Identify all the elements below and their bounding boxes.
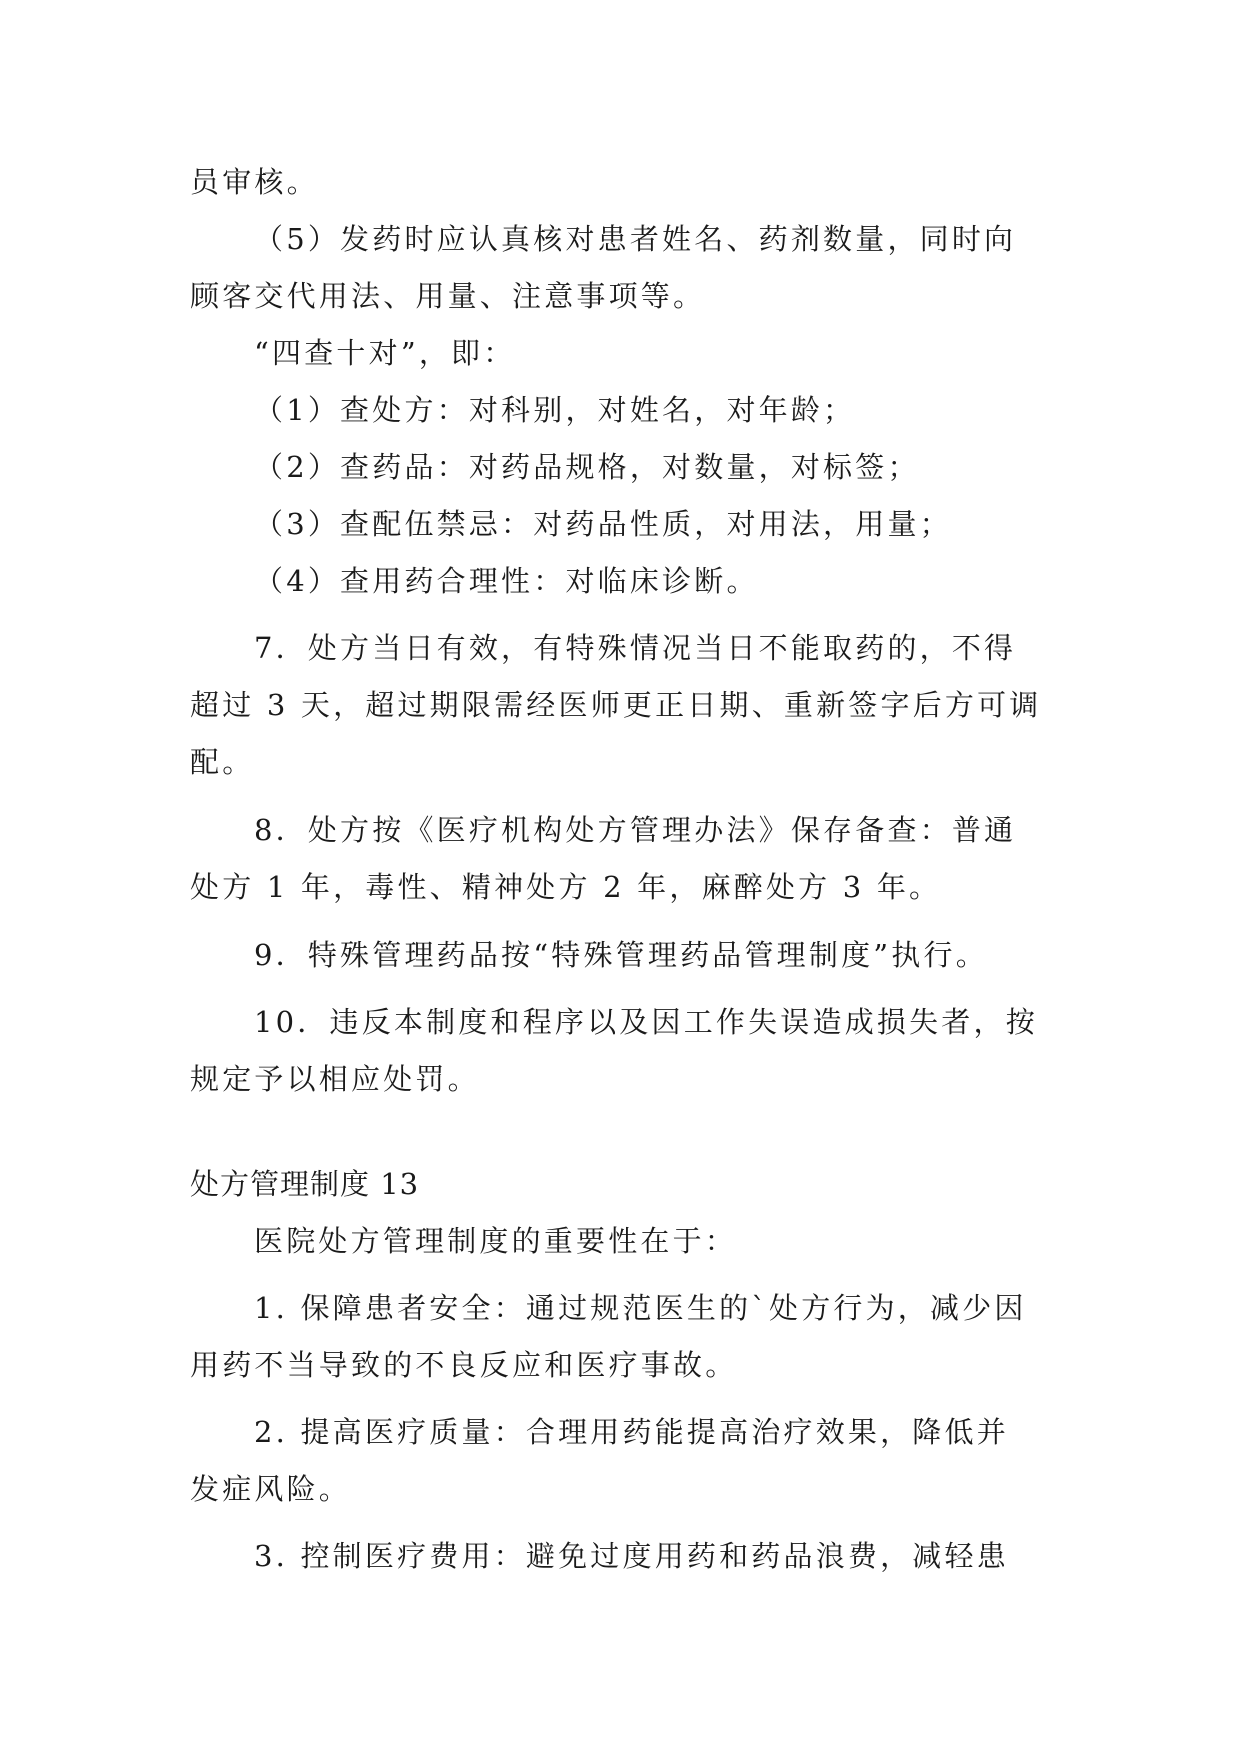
paragraph-line: 10．违反本制度和程序以及因工作失误造成损失者，按: [254, 1005, 1038, 1039]
list-item: 1. 保障患者安全：通过规范医生的`处方行为，减少因: [254, 1291, 1027, 1325]
list-item: 2. 提高医疗质量：合理用药能提高治疗效果，降低并: [254, 1415, 1009, 1449]
list-item: （4）查用药合理性：对临床诊断。: [254, 564, 759, 598]
list-item: （3）查配伍禁忌：对药品性质，对用法，用量；: [254, 507, 952, 541]
paragraph-line: “四查十对”，即：: [254, 336, 516, 370]
paragraph-line: 超过 3 天，超过期限需经医师更正日期、重新签字后方可调: [190, 688, 1042, 722]
paragraph-line: 处方 1 年，毒性、精神处方 2 年，麻醉处方 3 年。: [190, 870, 942, 904]
list-item: 3. 控制医疗费用：避免过度用药和药品浪费，减轻患: [254, 1539, 1009, 1573]
paragraph-line: 7．处方当日有效，有特殊情况当日不能取药的，不得: [254, 631, 1017, 665]
paragraph-line: 顾客交代用法、用量、注意事项等。: [190, 279, 706, 313]
list-item: （1）查处方：对科别，对姓名，对年龄；: [254, 393, 856, 427]
paragraph-line: 8．处方按《医疗机构处方管理办法》保存备查：普通: [254, 813, 1017, 847]
paragraph-line: 用药不当导致的不良反应和医疗事故。: [190, 1348, 738, 1382]
paragraph-line: 医院处方管理制度的重要性在于：: [254, 1224, 738, 1258]
paragraph-line: 规定予以相应处罚。: [190, 1062, 480, 1096]
paragraph-line: （5）发药时应认真核对患者姓名、药剂数量，同时向: [254, 222, 1017, 256]
list-item: （2）查药品：对药品规格，对数量，对标签；: [254, 450, 920, 484]
paragraph-line: 员审核。: [190, 165, 319, 199]
section-heading: 处方管理制度 13: [190, 1167, 420, 1201]
paragraph-line: 发症风险。: [190, 1472, 352, 1506]
paragraph-line: 9．特殊管理药品按“特殊管理药品管理制度”执行。: [254, 938, 988, 972]
paragraph-line: 配。: [190, 745, 255, 779]
